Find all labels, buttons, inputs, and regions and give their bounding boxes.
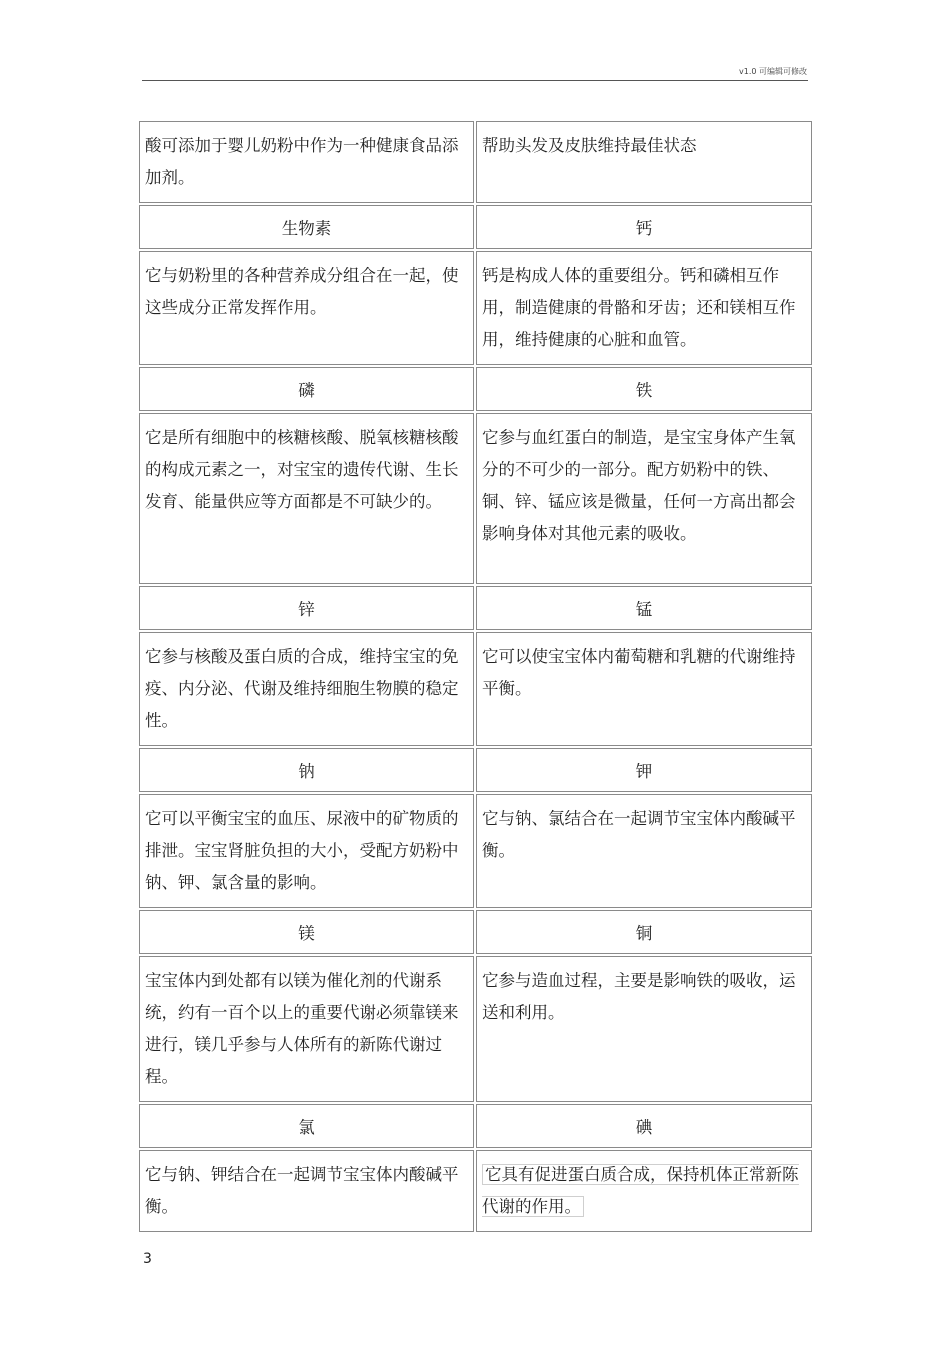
nutrient-name-cell: 铁	[476, 367, 812, 411]
nutrient-name-cell: 磷	[139, 367, 474, 411]
description-text: 它具有促进蛋白质合成，保持机体正常新陈代谢的作用。	[482, 1165, 799, 1216]
header-version-text: v1.0 可编辑可修改	[739, 67, 807, 76]
table-row	[139, 367, 812, 411]
description-cell: 帮助头发及皮肤维持最佳状态	[476, 121, 812, 203]
nutrient-table	[137, 119, 814, 1234]
description-cell: 宝宝体内到处都有以镁为催化剂的代谢系统，约有一百个以上的重要代谢必须靠镁来进行，镁几乎参与人体所有的新陈代谢过程。	[139, 956, 474, 1102]
description-cell: 钙是构成人体的重要组分。钙和磷相互作用，制造健康的骨骼和牙齿；还和镁相互作用，维持健康的心脏和血管。	[476, 251, 812, 365]
nutrient-name-cell: 镁	[139, 910, 474, 954]
table-row	[139, 910, 812, 954]
description-cell: 它可以使宝宝体内葡萄糖和乳糖的代谢维持平衡。	[476, 632, 812, 746]
description-cell: 它是所有细胞中的核糖核酸、脱氧核糖核酸的构成元素之一，对宝宝的遗传代谢、生长发育、能量供应等方面都是不可缺少的。	[139, 413, 474, 584]
description-cell: 它可以平衡宝宝的血压、尿液中的矿物质的排泄。宝宝肾脏负担的大小，受配方奶粉中钠、钾、氯含量的影响。	[139, 794, 474, 908]
table-row	[139, 1150, 812, 1232]
table-row	[139, 205, 812, 249]
header-rule	[142, 80, 808, 81]
nutrient-name-cell: 铜	[476, 910, 812, 954]
nutrient-name-cell: 锌	[139, 586, 474, 630]
page-number: 3	[143, 1251, 152, 1267]
nutrient-name-cell: 生物素	[139, 205, 474, 249]
table-row	[139, 794, 812, 908]
table-row	[139, 1104, 812, 1148]
nutrient-name-cell: 钠	[139, 748, 474, 792]
nutrient-name-cell: 钙	[476, 205, 812, 249]
description-cell: 它与奶粉里的各种营养成分组合在一起，使这些成分正常发挥作用。	[139, 251, 474, 365]
description-cell: 酸可添加于婴儿奶粉中作为一种健康食品添加剂。	[139, 121, 474, 203]
description-cell: 它与钠、钾结合在一起调节宝宝体内酸碱平衡。	[139, 1150, 474, 1232]
table-row	[139, 586, 812, 630]
table-row	[139, 748, 812, 792]
description-cell: 它参与造血过程，主要是影响铁的吸收，运送和利用。	[476, 956, 812, 1102]
table-row	[139, 251, 812, 365]
table-row	[139, 413, 812, 584]
description-cell: 它参与核酸及蛋白质的合成，维持宝宝的免疫、内分泌、代谢及维持细胞生物膜的稳定性。	[139, 632, 474, 746]
table-row	[139, 632, 812, 746]
nutrient-name-cell: 钾	[476, 748, 812, 792]
table-row	[139, 956, 812, 1102]
description-cell: 它参与血红蛋白的制造，是宝宝身体产生氧分的不可少的一部分。配方奶粉中的铁、铜、锌、锰应该是微量，任何一方高出都会影响身体对其他元素的吸收。	[476, 413, 812, 584]
description-cell: 它与钠、氯结合在一起调节宝宝体内酸碱平衡。	[476, 794, 812, 908]
nutrient-name-cell: 氯	[139, 1104, 474, 1148]
table-row	[139, 121, 812, 203]
description-cell	[476, 1150, 812, 1232]
nutrient-name-cell: 碘	[476, 1104, 812, 1148]
nutrient-name-cell: 锰	[476, 586, 812, 630]
